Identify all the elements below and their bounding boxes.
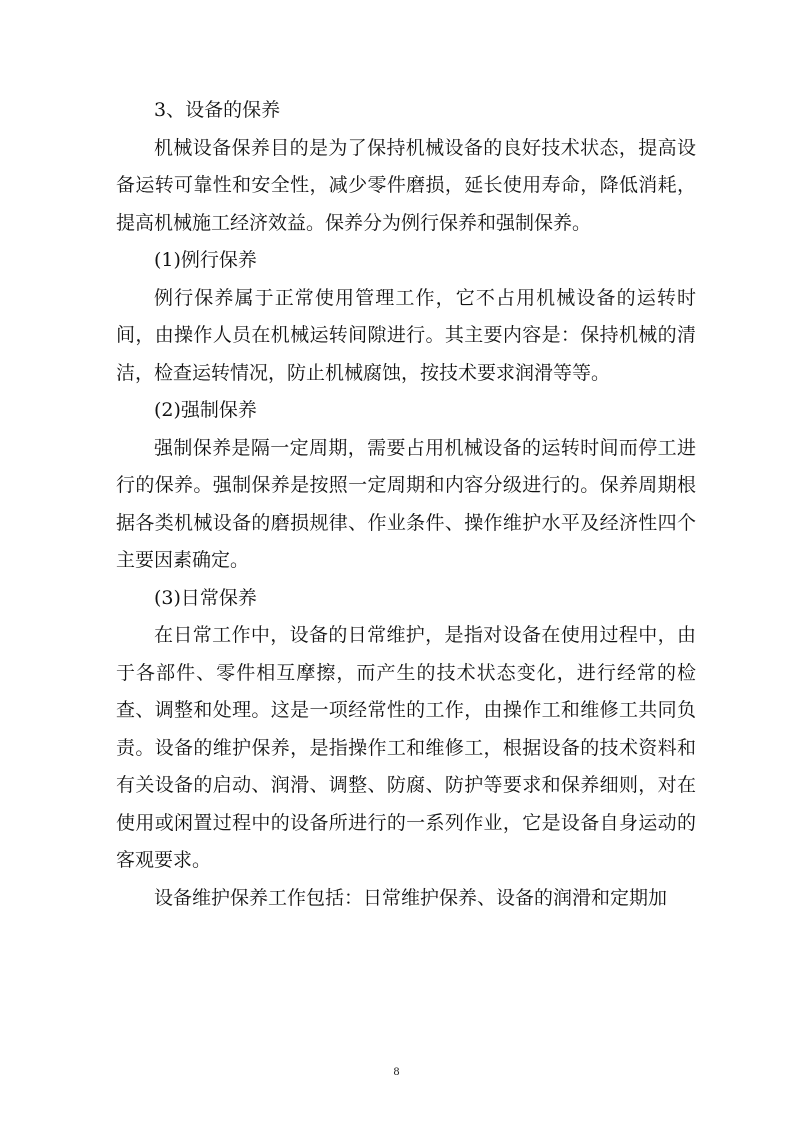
subheading-mandatory-maintenance: (2)强制保养 (154, 399, 257, 421)
document-body (116, 92, 696, 917)
page-number: 8 (393, 1064, 400, 1078)
paragraph-mandatory-maintenance: 强制保养是隔一定周期，需要占用机械设备的运转时间而停工进行的保养。强制保养是按照一定周期和内容分级进行的。保养周期根据各类机械设备的磨损规律、作业条件、操作维护水平及经济性四个主要因素确定。 (116, 436, 696, 571)
paragraph-routine-maintenance: 例行保养属于正常使用管理工作，它不占用机械设备的运转时间，由操作人员在机械运转间隙进行。其主要内容是：保持机械的清洁，检查运转情况，防止机械腐蚀，按技术要求润滑等等。 (116, 286, 696, 384)
paragraph-maintenance-work-scope: 设备维护保养工作包括：日常维护保养、设备的润滑和定期加 (154, 886, 668, 909)
subheading-daily-maintenance: (3)日常保养 (154, 586, 257, 609)
paragraph-daily-maintenance: 在日常工作中，设备的日常维护，是指对设备在使用过程中，由于各部件、零件相互摩擦，而产生的技术状态变化，进行经常的检查、调整和处理。这是一项经常性的工作，由操作工和维修工共同负责。设备的维护保养，是指操作工和维修工，根据设备的技术资料和有关设备的启动、润滑、调整、防腐、防护等要求和保养细则，对在使用或闲置过程中的设备所进行的一系列作业，它是设备自身运动的客观要求。 (116, 624, 696, 871)
section-heading: 3、设备的保养 (154, 99, 281, 121)
subheading-routine-maintenance: (1)例行保养 (154, 249, 257, 271)
paragraph-maintenance-purpose: 机械设备保养目的是为了保持机械设备的良好技术状态，提高设备运转可靠性和安全性，减少零件磨损，延长使用寿命，降低消耗，提高机械施工经济效益。保养分为例行保养和强制保养。 (116, 136, 696, 234)
